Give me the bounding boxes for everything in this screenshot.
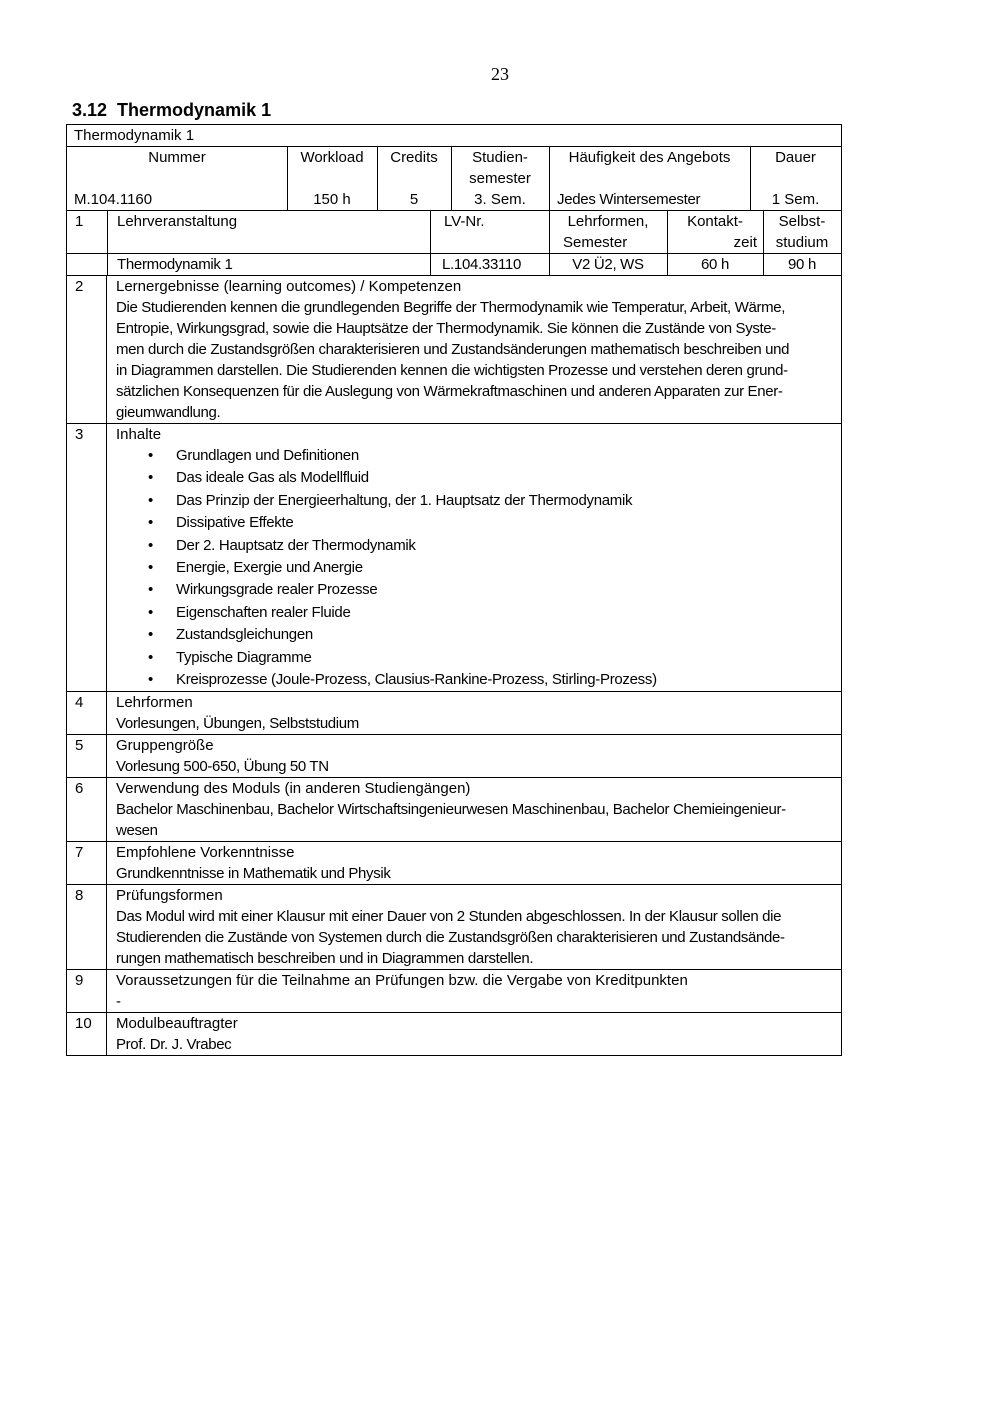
group-size-text: Vorlesung 500-650, Übung 50 TN: [116, 758, 329, 776]
list-item: • Energie, Exergie und Anergie: [176, 557, 835, 579]
section-10-number: 10: [67, 1013, 107, 1055]
section-6-number: 6: [67, 778, 107, 841]
learning-outcomes-heading: Lernergebnisse (learning outcomes) / Kompetenzen: [116, 278, 462, 295]
list-item: • Kreisprozesse (Joule-Prozess, Clausius-Rankine-Prozess, Stirling-Prozess): [176, 669, 835, 691]
exam-forms-line: Studierenden die Zustände von Systemen durch die Zustandsgrößen charakterisieren und Zustandsände-: [116, 929, 785, 947]
list-item: • Zustandsgleichungen: [176, 624, 835, 646]
forms-column-label-1: Lehrformen,: [567, 213, 649, 230]
learning-outcomes-line: in Diagrammen darstellen. Die Studierenden kennen die wichtigsten Prozesse und verstehen deren grund-: [116, 362, 788, 379]
module-usage-line: Bachelor Maschinenbau, Bachelor Wirtschaftsingenieurwesen Maschinenbau, Bachelor Chemieingenieur-: [116, 801, 786, 819]
exam-requirements-text: -: [116, 993, 121, 1011]
module-title: Thermodynamik 1: [74, 127, 195, 144]
page-number: 23: [491, 64, 509, 84]
section-5-number: 5: [67, 735, 107, 777]
exam-forms-heading: Prüfungsformen: [116, 887, 223, 905]
module-title-row: [67, 125, 841, 146]
module-info-row: [67, 146, 841, 210]
learning-outcomes-line: sätzlichen Konsequenzen für die Auslegung von Wärmekraftmaschinen und anderen Apparaten zur Ener-: [116, 383, 783, 400]
group-size-heading: Gruppengröße: [116, 737, 214, 755]
section-exam-forms: [67, 884, 841, 969]
list-item: • Das Prinzip der Energieerhaltung, der 1. Hauptsatz der Thermodynamik: [176, 490, 835, 512]
exam-forms-line: Das Modul wird mit einer Klausur mit einer Dauer von 2 Stunden abgeschlossen. In der Klausur sollen die: [116, 908, 782, 926]
workload-value: 150 h: [313, 191, 351, 208]
teaching-forms-heading: Lehrformen: [116, 694, 193, 712]
section-exam-requirements: [67, 969, 841, 1012]
module-usage-line: wesen: [116, 822, 158, 840]
nummer-value: M.104.1160: [74, 191, 153, 208]
semester-value: 3. Sem.: [474, 191, 526, 208]
module-usage-heading: Verwendung des Moduls (in anderen Studiengängen): [116, 780, 471, 798]
section-8-number: 8: [67, 885, 107, 969]
semester-label-1: Studien-: [472, 149, 528, 166]
course-forms: V2 Ü2, WS: [572, 256, 644, 273]
course-self-study: 90 h: [788, 256, 816, 273]
lvnr-column-label: LV-Nr.: [444, 213, 485, 230]
learning-outcomes-line: gieumwandlung.: [116, 404, 221, 421]
list-item: • Wirkungsgrade realer Prozesse: [176, 579, 835, 601]
frequency-value: Jedes Wintersemester: [557, 191, 701, 208]
section-learning-outcomes: [67, 275, 841, 423]
list-item: • Eigenschaften realer Fluide: [176, 602, 835, 624]
duration-label: Dauer: [775, 149, 816, 166]
course-contact-time: 60 h: [701, 256, 729, 273]
teaching-forms-text: Vorlesungen, Übungen, Selbststudium: [116, 715, 359, 733]
contact-column-label-2: zeit: [733, 234, 757, 251]
course-name: Thermodynamik 1: [117, 256, 233, 273]
credits-value: 5: [409, 191, 419, 208]
section-2-number: 2: [67, 276, 107, 423]
exam-forms-line: rungen mathematisch beschreiben und in Diagrammen darstellen.: [116, 950, 534, 968]
semester-label-2: semester: [469, 170, 531, 187]
section-prerequisites: [67, 841, 841, 884]
module-coordinator-name: Prof. Dr. J. Vrabec: [116, 1036, 232, 1054]
section-title: Thermodynamik 1: [117, 100, 272, 120]
nummer-label: Nummer: [148, 149, 206, 166]
contact-column-label-1: Kontakt-: [687, 213, 743, 230]
learning-outcomes-line: Entropie, Wirkungsgrad, sowie die Hauptsätze der Thermodynamik. Sie können die Zustände von Syste-: [116, 320, 776, 337]
forms-column-label-2: Semester: [563, 234, 628, 251]
frequency-label: Häufigkeit des Angebots: [568, 149, 731, 166]
duration-value: 1 Sem.: [771, 191, 820, 208]
learning-outcomes-line: Die Studierenden kennen die grundlegenden Begriffe der Thermodynamik wie Temperatur, Arbeit, Wärme,: [116, 299, 786, 316]
section-teaching-forms: [67, 691, 841, 734]
credits-label: Credits: [390, 149, 438, 166]
list-item: • Dissipative Effekte: [176, 512, 835, 534]
prerequisites-heading: Empfohlene Vorkenntnisse: [116, 844, 295, 862]
list-item: • Der 2. Hauptsatz der Thermodynamik: [176, 535, 835, 557]
list-item: • Das ideale Gas als Modellfluid: [176, 467, 835, 489]
workload-label: Workload: [300, 149, 364, 166]
module-coordinator-heading: Modulbeauftragter: [116, 1015, 238, 1033]
courses-header-row: [67, 210, 841, 253]
contents-list: [116, 445, 835, 691]
section-1-number: 1: [75, 213, 84, 230]
section-3-number: 3: [67, 424, 107, 691]
contents-heading: Inhalte: [116, 426, 162, 443]
section-7-number: 7: [67, 842, 107, 884]
self-column-label-2: studium: [775, 234, 829, 251]
course-lvnr: L.104.33110: [442, 256, 522, 273]
section-heading: [72, 100, 271, 121]
course-row: [67, 253, 841, 275]
section-contents: [67, 423, 841, 691]
section-module-coordinator: [67, 1012, 841, 1055]
learning-outcomes-line: men durch die Zustandsgrößen charakterisieren und Zustandsänderungen mathematisch beschreiben und: [116, 341, 790, 358]
prerequisites-text: Grundkenntnisse in Mathematik und Physik: [116, 865, 391, 883]
section-4-number: 4: [67, 692, 107, 734]
self-column-label-1: Selbst-: [778, 213, 826, 230]
exam-requirements-heading: Voraussetzungen für die Teilnahme an Prüfungen bzw. die Vergabe von Kreditpunkten: [116, 972, 688, 990]
section-group-size: [67, 734, 841, 777]
section-9-number: 9: [67, 970, 107, 1012]
list-item: • Typische Diagramme: [176, 647, 835, 669]
list-item: • Grundlagen und Definitionen: [176, 445, 835, 467]
section-number: 3.12: [72, 100, 108, 120]
module-description-table: [66, 124, 842, 1056]
section-module-usage: [67, 777, 841, 841]
course-column-label: Lehrveranstaltung: [117, 213, 238, 230]
